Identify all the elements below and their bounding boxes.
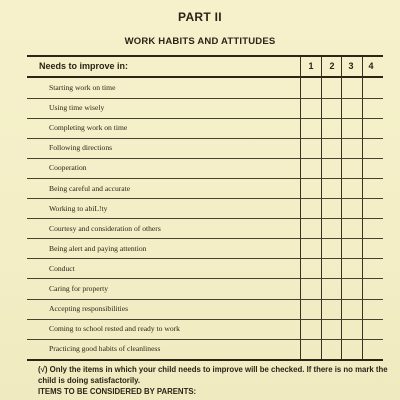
check-cell-1[interactable] (301, 78, 321, 97)
table-row (27, 279, 383, 300)
table-row (27, 259, 383, 280)
column-header-1: 1 (308, 61, 314, 71)
check-cell-3[interactable] (342, 299, 362, 318)
column-header-3: 3 (348, 61, 354, 71)
check-cell-4[interactable] (363, 118, 383, 137)
row-label: Working to abiL!ty (49, 203, 108, 213)
table-header-row (27, 57, 383, 78)
table-row (27, 118, 383, 139)
check-cell-4[interactable] (363, 219, 383, 238)
check-cell-4[interactable] (363, 158, 383, 177)
check-cell-1[interactable] (301, 299, 321, 318)
check-cell-4[interactable] (363, 98, 383, 117)
check-cell-4[interactable] (363, 259, 383, 278)
needs-improve-header: Needs to improve in: (39, 61, 129, 71)
check-cell-3[interactable] (342, 219, 362, 238)
section-title: WORK HABITS AND ATTITUDES (124, 36, 276, 47)
row-label: Following directions (49, 143, 113, 153)
check-cell-2[interactable] (322, 219, 342, 238)
check-cell-3[interactable] (342, 138, 362, 157)
check-cell-4[interactable] (363, 279, 383, 298)
check-cell-2[interactable] (322, 319, 342, 338)
table-row (27, 179, 383, 200)
table-bottom-rule (27, 359, 383, 361)
check-cell-3[interactable] (342, 279, 362, 298)
check-cell-2[interactable] (322, 299, 342, 318)
check-cell-3[interactable] (342, 179, 362, 198)
check-cell-4[interactable] (363, 299, 383, 318)
row-label: Caring for property (49, 284, 109, 293)
table-row (27, 199, 383, 220)
parents-heading: ITEMS TO BE CONSIDERED BY PARENTS: (38, 387, 197, 396)
row-label: Cooperation (49, 163, 87, 173)
row-label: Conduct (49, 263, 75, 273)
check-cell-2[interactable] (322, 259, 342, 278)
table-row (27, 299, 383, 320)
check-cell-4[interactable] (363, 199, 383, 218)
check-cell-3[interactable] (342, 239, 362, 258)
check-cell-4[interactable] (363, 239, 383, 258)
check-cell-4[interactable] (363, 339, 383, 358)
check-cell-2[interactable] (322, 279, 342, 298)
column-header-4: 4 (368, 61, 374, 71)
check-cell-4[interactable] (363, 138, 383, 157)
table-row (27, 98, 383, 119)
check-cell-3[interactable] (342, 118, 362, 137)
check-cell-2[interactable] (322, 118, 342, 137)
check-cell-2[interactable] (322, 98, 342, 117)
check-cell-1[interactable] (301, 138, 321, 157)
footnote: (√) Only the items in which your child needs to improve will be checked. If there is no mark the child is doing satisfactorily. (38, 365, 388, 385)
check-cell-1[interactable] (301, 118, 321, 137)
column-header-2: 2 (329, 61, 335, 71)
check-cell-2[interactable] (322, 199, 342, 218)
row-label: Being alert and paying attention (49, 243, 147, 253)
check-cell-2[interactable] (322, 179, 342, 198)
check-cell-3[interactable] (342, 199, 362, 218)
check-cell-4[interactable] (363, 78, 383, 97)
check-cell-3[interactable] (342, 319, 362, 338)
check-cell-2[interactable] (322, 158, 342, 177)
check-cell-4[interactable] (363, 319, 383, 338)
row-label: Coming to school rested and ready to work (49, 324, 180, 334)
check-cell-1[interactable] (301, 158, 321, 177)
check-cell-1[interactable] (301, 319, 321, 338)
row-label: Completing work on time (49, 123, 128, 133)
table-row (27, 78, 383, 99)
check-cell-3[interactable] (342, 259, 362, 278)
check-cell-1[interactable] (301, 279, 321, 298)
check-cell-2[interactable] (322, 339, 342, 358)
row-label: Being careful and accurate (49, 183, 131, 193)
check-cell-3[interactable] (342, 158, 362, 177)
row-label: Using time wisely (49, 103, 105, 113)
table-row (27, 339, 383, 360)
row-label: Accepting responsibilities (49, 304, 129, 314)
check-cell-3[interactable] (342, 78, 362, 97)
table-row (27, 319, 383, 340)
check-cell-3[interactable] (342, 339, 362, 358)
check-cell-1[interactable] (301, 339, 321, 358)
check-cell-4[interactable] (363, 179, 383, 198)
check-cell-3[interactable] (342, 98, 362, 117)
check-cell-1[interactable] (301, 239, 321, 258)
check-cell-1[interactable] (301, 219, 321, 238)
check-cell-1[interactable] (301, 179, 321, 198)
table-row (27, 239, 383, 260)
check-cell-1[interactable] (301, 98, 321, 117)
row-label: Courtesy and consideration of others (49, 223, 161, 233)
check-cell-2[interactable] (322, 239, 342, 258)
check-cell-2[interactable] (322, 78, 342, 97)
check-cell-2[interactable] (322, 138, 342, 157)
check-cell-1[interactable] (301, 199, 321, 218)
row-label: Starting work on time (49, 83, 116, 92)
part-title: PART II (178, 10, 222, 24)
table-row (27, 158, 383, 179)
table-row (27, 138, 383, 159)
row-label: Practicing good habits of cleanliness (49, 344, 161, 354)
check-cell-1[interactable] (301, 259, 321, 278)
table-row (27, 219, 383, 240)
